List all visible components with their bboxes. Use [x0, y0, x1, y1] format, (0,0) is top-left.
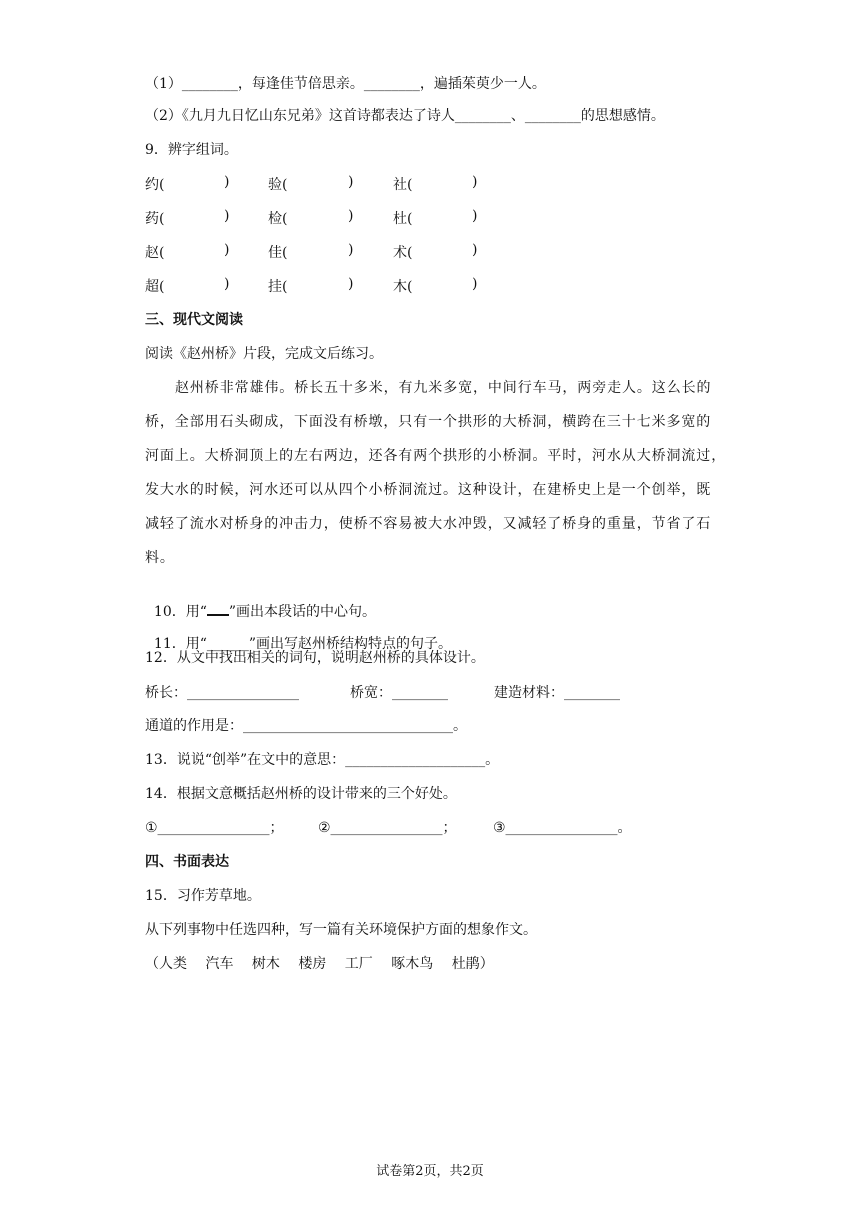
q9-cell: 挂(: [268, 279, 288, 295]
q9-cell: ): [472, 174, 478, 190]
q9-cell: ): [224, 174, 230, 190]
q9-cell: 超(: [145, 279, 165, 295]
q9-cell: 检(: [268, 211, 288, 227]
q14-answer-2: ②________________；: [318, 820, 457, 836]
section4-title: 四、书面表达: [145, 854, 229, 870]
q12: 12．从文中找出相关的词句，说明赵州桥的具体设计。: [145, 650, 485, 666]
q9-cell: ): [472, 242, 478, 258]
q9-cell: 赵(: [145, 245, 165, 261]
q9-cell: ): [224, 208, 230, 224]
q9-cell: ): [472, 276, 478, 292]
q9-cell: 杜(: [393, 211, 413, 227]
q9-cell: 药(: [145, 211, 165, 227]
q9-title: 9．辨字组词。: [145, 142, 238, 158]
page-footer: 试卷第2页，共2页: [376, 1164, 484, 1179]
q12-blank-bridge-length: 桥长：________________: [145, 685, 299, 701]
q14: 14．根据文意概括赵州桥的设计带来的三个好处。: [145, 786, 457, 802]
q15: 15．习作芳草地。: [145, 888, 261, 904]
passage-line: 桥，全部用石头砌成，下面没有桥墩，只有一个拱形的大桥洞，横跨在三十七米多宽的: [145, 414, 712, 430]
q9-cell: 术(: [393, 245, 413, 261]
q12-blank-material: 建造材料：________: [494, 685, 620, 701]
q8-part1: （1）________，每逢佳节倍思亲。________，遍插茱萸少一人。: [145, 76, 546, 92]
q9-cell: ): [224, 242, 230, 258]
q8-part2: （2）《九月九日忆山东兄弟》这首诗都表达了诗人________、________的思想感情。: [145, 108, 665, 124]
q14-answer-3: ③________________。: [493, 820, 632, 836]
q9-cell: 社(: [393, 177, 413, 193]
q9-cell: 验(: [268, 177, 288, 193]
q9-cell: ): [348, 276, 354, 292]
q9-cell: ): [224, 276, 230, 292]
q9-cell: ): [348, 242, 354, 258]
passage-line: 料。: [145, 550, 175, 566]
q10-pre: 10．用“: [153, 604, 207, 620]
q9-cell: ): [348, 208, 354, 224]
q13: 13．说说“创举”在文中的意思：____________________。: [145, 752, 500, 768]
q9-cell: 佳(: [268, 245, 288, 261]
q9-cell: ): [348, 174, 354, 190]
q11-pre: 11．用“: [153, 636, 207, 652]
q15-prompt: 从下列事物中任选四种，写一篇有关环境保护方面的想象作文。: [145, 922, 537, 938]
section3-title: 三、现代文阅读: [145, 312, 243, 328]
q15-items: （人类 汽车 树木 楼房 工厂 啄木鸟 杜鹃）: [145, 956, 494, 972]
q12-blank-bridge-width: 桥宽：________: [350, 685, 448, 701]
q9-cell: ): [472, 208, 478, 224]
q14-answer-1: ①________________；: [145, 820, 284, 836]
passage-line: 发大水的时候，河水还可以从四个小桥洞流过。这种设计，在建桥史上是一个创举，既: [145, 482, 712, 498]
q9-cell: 约(: [145, 177, 165, 193]
q10-post: ”画出本段话的中心句。: [228, 604, 377, 620]
passage-line: 赵州桥非常雄伟。桥长五十多米，有九米多宽，中间行车马，两旁走人。这么长的: [175, 380, 712, 396]
q9-cell: 木(: [393, 279, 413, 295]
q12-blank-passage-use: 通道的作用是：______________________________。: [145, 718, 467, 734]
passage-line: 河面上。大桥洞顶上的左右两边，还各有两个拱形的小桥洞。平时，河水从大桥洞流过，: [145, 448, 727, 464]
passage-line: 减轻了流水对桥身的冲击力，使桥不容易被大水冲毁，又减轻了桥身的重量，节省了石: [145, 516, 712, 532]
q11-underline-sample: ______: [206, 636, 249, 652]
reading-intro: 阅读《赵州桥》片段，完成文后练习。: [145, 346, 383, 362]
q11-post: ”画出写赵州桥结构特点的句子。: [248, 636, 453, 652]
